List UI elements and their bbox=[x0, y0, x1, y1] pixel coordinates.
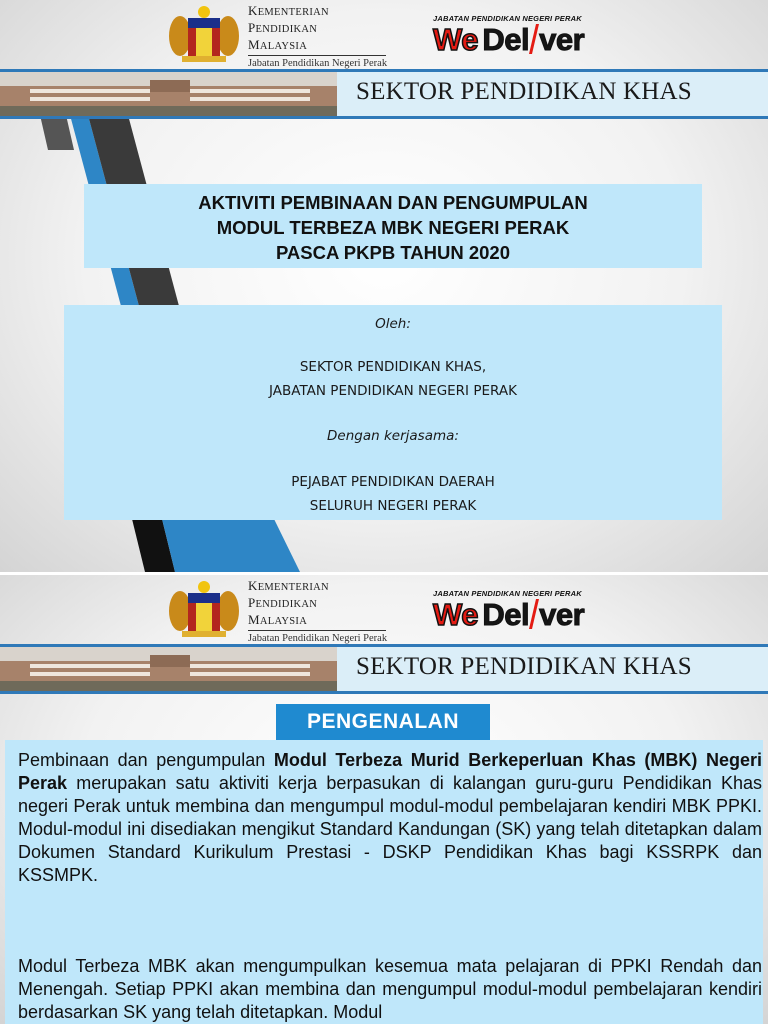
collab-label: Dengan kerjasama: bbox=[327, 428, 459, 444]
ministry-wordmark: KEMENTERIAN PENDIDIKAN MALAYSIA Jabatan Pendidikan Negeri Perak bbox=[248, 578, 388, 644]
partner-line-1: PEJABAT PENDIDIKAN DAERAH bbox=[291, 474, 495, 490]
malaysia-crest-icon bbox=[166, 579, 242, 641]
slash-icon bbox=[529, 24, 539, 54]
sector-banner bbox=[0, 644, 768, 694]
title-box bbox=[84, 184, 702, 268]
we-deliver-logo: We Del ver bbox=[433, 597, 585, 632]
partner-line-2: SELURUH NEGERI PERAK bbox=[309, 498, 477, 514]
building-photo bbox=[0, 72, 337, 116]
title-line-2: MODUL TERBEZA MBK NEGERI PERAK bbox=[216, 217, 570, 238]
building-photo bbox=[0, 647, 337, 691]
banner-title: SEKTOR PENDIDIKAN KHAS bbox=[356, 78, 692, 105]
introduction-box bbox=[5, 740, 763, 1024]
banner-title: SEKTOR PENDIDIKAN KHAS bbox=[356, 653, 692, 680]
intro-paragraph-1: Pembinaan dan pengumpulan Modul Terbeza Murid Berkeperluan Khas (MBK) Negeri Perak merupakan satu aktiviti kerja berpasukan di kalangan guru-guru Pendidikan Khas negeri Perak untuk membina dan mengumpul modul-modul pembelajaran kendiri MBK PPKI. Modul-modul ini disediakan mengikut Standard Kandungan (SK) yang telah ditetapkan dalam Dokumen Standard Kurikulum Prestasi - DSKP Pendidikan Khas bagi KSSRPK dan KSSMPK. bbox=[18, 750, 762, 885]
credits-box bbox=[64, 305, 722, 520]
ministry-wordmark: KEMENTERIAN PENDIDIKAN MALAYSIA Jabatan Pendidikan Negeri Perak bbox=[248, 3, 388, 69]
title-line-1: AKTIVITI PEMBINAAN DAN PENGUMPULAN bbox=[198, 192, 588, 213]
section-label-pengenalan: PENGENALAN bbox=[276, 704, 490, 740]
title-line-3: PASCA PKPB TAHUN 2020 bbox=[275, 242, 511, 263]
org-line-2: JABATAN PENDIDIKAN NEGERI PERAK bbox=[269, 383, 517, 399]
oleh-label: Oleh: bbox=[375, 316, 411, 332]
jpnp-caption: JABATAN PENDIDIKAN NEGERI PERAK bbox=[433, 589, 582, 598]
jpnp-caption: JABATAN PENDIDIKAN NEGERI PERAK bbox=[433, 14, 582, 23]
we-deliver-logo: We Del ver bbox=[433, 22, 585, 57]
malaysia-crest-icon bbox=[166, 4, 242, 66]
slash-icon bbox=[529, 599, 539, 629]
org-line-1: SEKTOR PENDIDIKAN KHAS, bbox=[299, 359, 487, 375]
sector-banner bbox=[0, 69, 768, 119]
intro-paragraph-2: Modul Terbeza MBK akan mengumpulkan kesemua mata pelajaran di PPKI Rendah dan Menengah. Setiap PPKI akan membina dan mengumpul modul-modul pembelajaran kendiri berdasarkan SK yang telah ditetapkan. Modul bbox=[18, 956, 762, 1022]
